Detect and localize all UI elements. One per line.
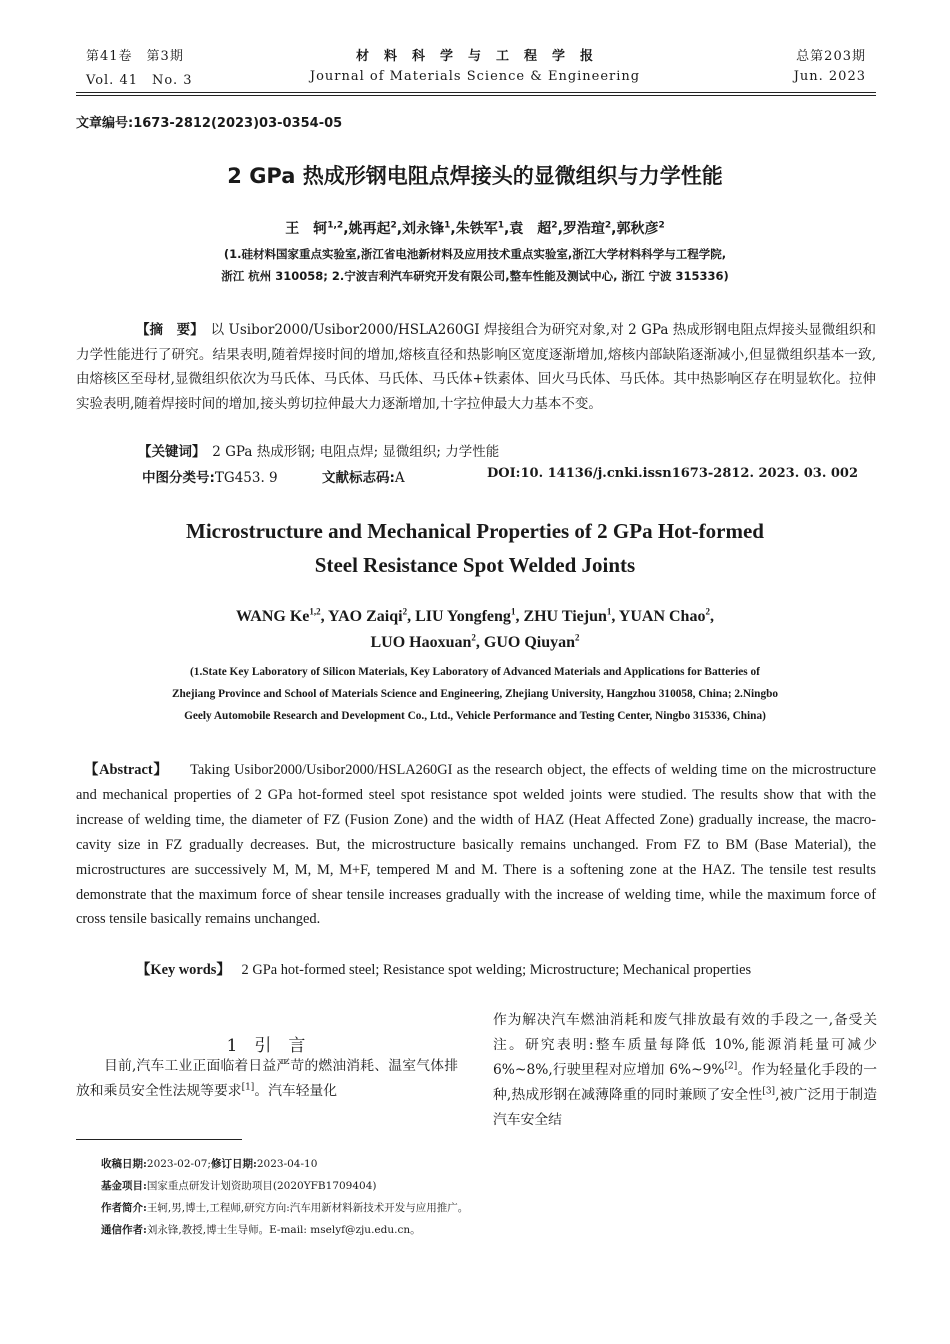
header-rule-top <box>76 92 876 93</box>
section-heading: 1 引 言 <box>226 1036 306 1056</box>
header-volume-en: Vol. 41 No. 3 <box>86 73 193 88</box>
cn-affiliation-line2: 浙江 杭州 310058; 2.宁波吉利汽车研究开发有限公司,整车性能及测试中心, 浙江 宁波 315336) <box>221 269 729 283</box>
citation: [1] <box>241 1082 255 1093</box>
doc-code-value: A <box>394 470 405 486</box>
en-author: YUAN Chao$^2$, <box>618 606 714 625</box>
en-keywords-text: 2 GPa hot-formed steel; Resistance spot welding; Microstructure; Mechanical properties <box>241 962 752 978</box>
clc-value: TG453. 9 <box>214 470 278 486</box>
en-title-line1: Microstructure and Mechanical Properties of 2 GPa Hot-formed <box>186 519 764 543</box>
cn-abstract-text: 以 Usibor2000/Usibor2000/HSLA260GI 焊接组合为研究对象,对 2 GPa 热成形钢电阻点焊接头显微组织和力学性能进行了研究。结果表明,随着焊接时间的增加,熔核直径和热影响区宽度逐渐增加,熔核内部缺陷逐渐减小,但显微组织基本一致,由熔核区至母材,显微组织依次为马氏体、马氏体、马氏体、马氏体+铁素体、回火马氏体、马氏体。其中热影响区存在明显软化。拉伸实验表明,随着焊接时间的增加,接头剪切拉伸最大力逐渐增加,十字拉伸最大力基本不变。 <box>76 322 877 412</box>
corresponding-value: 刘永锋,教授,博士生导师。E-mail: mselyf@zju.edu.cn。 <box>146 1224 421 1236</box>
cn-author: 姚再起$^2$, <box>348 220 403 237</box>
en-author: LUO Haoxuan$^2$, <box>370 632 484 651</box>
cn-abstract-label: 【摘 要】 <box>136 322 198 338</box>
intro-right-text-b: 。作为轻量化手段的一种,热成形钢在减薄降重的同时兼顾了安全性 <box>493 1062 877 1103</box>
en-affiliation-line2: Zhejiang Province and School of Materials Science and Engineering, Zhejiang University, Hangzhou 310058, China; 2.Ningbo <box>171 688 779 700</box>
en-author: YAO Zaiqi$^2$, <box>328 606 416 625</box>
en-author: ZHU Tiejun$^1$, <box>523 606 619 625</box>
clc-label: 中图分类号: <box>142 470 215 486</box>
cn-author: 郭秋彦$^2$ <box>616 220 665 237</box>
header-journal-cn: 材 料 科 学 与 工 程 学 报 <box>355 49 594 64</box>
header-date: Jun. 2023 <box>793 69 866 84</box>
fund-value: 国家重点研发计划资助项目(2020YFB1709404) <box>146 1180 377 1192</box>
en-keywords-label: 【Key words】 <box>136 962 231 978</box>
en-authors-line1 <box>0 608 950 626</box>
footnote-corresponding <box>101 1222 421 1237</box>
intro-right-paragraph <box>493 1008 877 1133</box>
cn-abstract <box>76 318 876 416</box>
en-affiliation-line1: (1.State Key Laboratory of Silicon Materials, Key Laboratory of Advanced Materials and Applications for Batteries of <box>190 666 760 678</box>
en-author: LIU Yongfeng$^1$, <box>415 606 524 625</box>
cn-keywords-text: 2 GPa 热成形钢; 电阻点焊; 显微组织; 力学性能 <box>212 444 500 460</box>
header-rule-bottom <box>76 95 876 96</box>
cn-title: 2 GPa 热成形钢电阻点焊接头的显微组织与力学性能 <box>227 164 723 188</box>
doi-label: DOI: <box>487 466 521 481</box>
author-bio-value: 王轲,男,博士,工程师,研究方向:汽车用新材料新技术开发与应用推广。 <box>146 1202 469 1214</box>
corresponding-label: 通信作者: <box>101 1224 147 1236</box>
en-author: GUO Qiuyan$^2$ <box>483 632 580 651</box>
en-abstract <box>76 758 876 932</box>
cn-doc-code <box>322 466 405 486</box>
footnote-dates <box>101 1156 317 1171</box>
en-title-line2: Steel Resistance Spot Welded Joints <box>314 553 636 577</box>
cn-keywords <box>138 440 499 460</box>
en-author: WANG Ke$^{1,2}$, <box>236 606 329 625</box>
received-value: 2023-02-07; <box>146 1158 211 1170</box>
doc-code-label: 文献标志码: <box>322 470 395 486</box>
en-abstract-text: Taking Usibor2000/Usibor2000/HSLA260GI as the research object, the effects of welding time on the microstructure and mechanical properties of 2 GPa hot-formed steel spot resistance spot welded joints were studied. The results show that with the increase of welding time, the diameter of FZ (Fusion Zone) and the width of HAZ (Heat Affected Zone) gradually increase, the macro-cavity size in FZ gradually decreases. But, the microstructure basically remains unchanged. From FZ to BM (Base Material), the microstructures are successively M, M, M, M+F, tempered M and M. There is a softening zone at the HAZ. The tensile test results demonstrate that the maximum force of shear tensile increases gradually with the increase of welding time, while the maximum force of cross tensile basically remains unchanged. <box>76 762 876 928</box>
cn-clc <box>142 466 278 486</box>
cn-author: 罗浩瑄$^2$, <box>562 220 617 237</box>
cn-author: 朱铁军$^1$, <box>455 220 510 237</box>
cn-keywords-label: 【关键词】 <box>138 444 199 460</box>
header-volume-cn: 第41卷 第3期 <box>86 49 184 64</box>
cn-author: 刘永锋$^1$, <box>402 220 456 237</box>
header-journal-en: Journal of Materials Science & Engineering <box>309 69 641 84</box>
footnote-author-bio <box>101 1200 468 1215</box>
citation: [3] <box>762 1086 776 1097</box>
cn-doi <box>487 466 858 481</box>
cn-affiliation-line1: (1.硅材料国家重点实验室,浙江省电池新材料及应用技术重点实验室,浙江大学材料科学与工程学院, <box>223 247 727 261</box>
footnote-fund <box>101 1178 377 1193</box>
en-keywords <box>136 958 751 979</box>
author-bio-label: 作者简介: <box>101 1202 147 1214</box>
cn-author: 袁 超$^2$, <box>509 220 563 237</box>
intro-left-text: 目前,汽车工业正面临着日益严苛的燃油消耗、温室气体排放和乘员安全性法规等要求 <box>76 1058 458 1099</box>
doi-value: 10. 14136/j.cnki.issn1673-2812. 2023. 03. 002 <box>520 466 859 481</box>
cn-author: 王 轲$^{1,2}$, <box>285 220 349 237</box>
en-authors-line2 <box>0 634 950 652</box>
header-issue-total: 总第203期 <box>796 49 866 64</box>
intro-left-tail: 。汽车轻量化 <box>254 1083 338 1099</box>
citation: [2] <box>724 1061 738 1072</box>
received-label: 收稿日期: <box>101 1158 147 1170</box>
article-number: 文章编号:1673-2812(2023)03-0354-05 <box>76 116 343 131</box>
cn-authors <box>0 218 950 238</box>
intro-right-text-a: 作为解决汽车燃油消耗和废气排放最有效的手段之一,备受关注。研究表明:整车质量每降低 10%,能源消耗量可减少 6%~8%,行驶里程对应增加 6%~9% <box>493 1012 877 1078</box>
en-abstract-label: 【Abstract】 <box>84 762 169 778</box>
intro-right-text-c: ,被广泛用于制造汽车安全结 <box>493 1087 877 1128</box>
revised-label: 修订日期: <box>210 1158 257 1170</box>
intro-left-paragraph <box>76 1054 458 1104</box>
en-affiliation-line3: Geely Automobile Research and Development Co., Ltd., Vehicle Performance and Testing Center, Ningbo 315336, China) <box>184 710 766 722</box>
footnote-rule <box>76 1139 242 1140</box>
fund-label: 基金项目: <box>101 1180 147 1192</box>
revised-value: 2023-04-10 <box>256 1158 318 1170</box>
